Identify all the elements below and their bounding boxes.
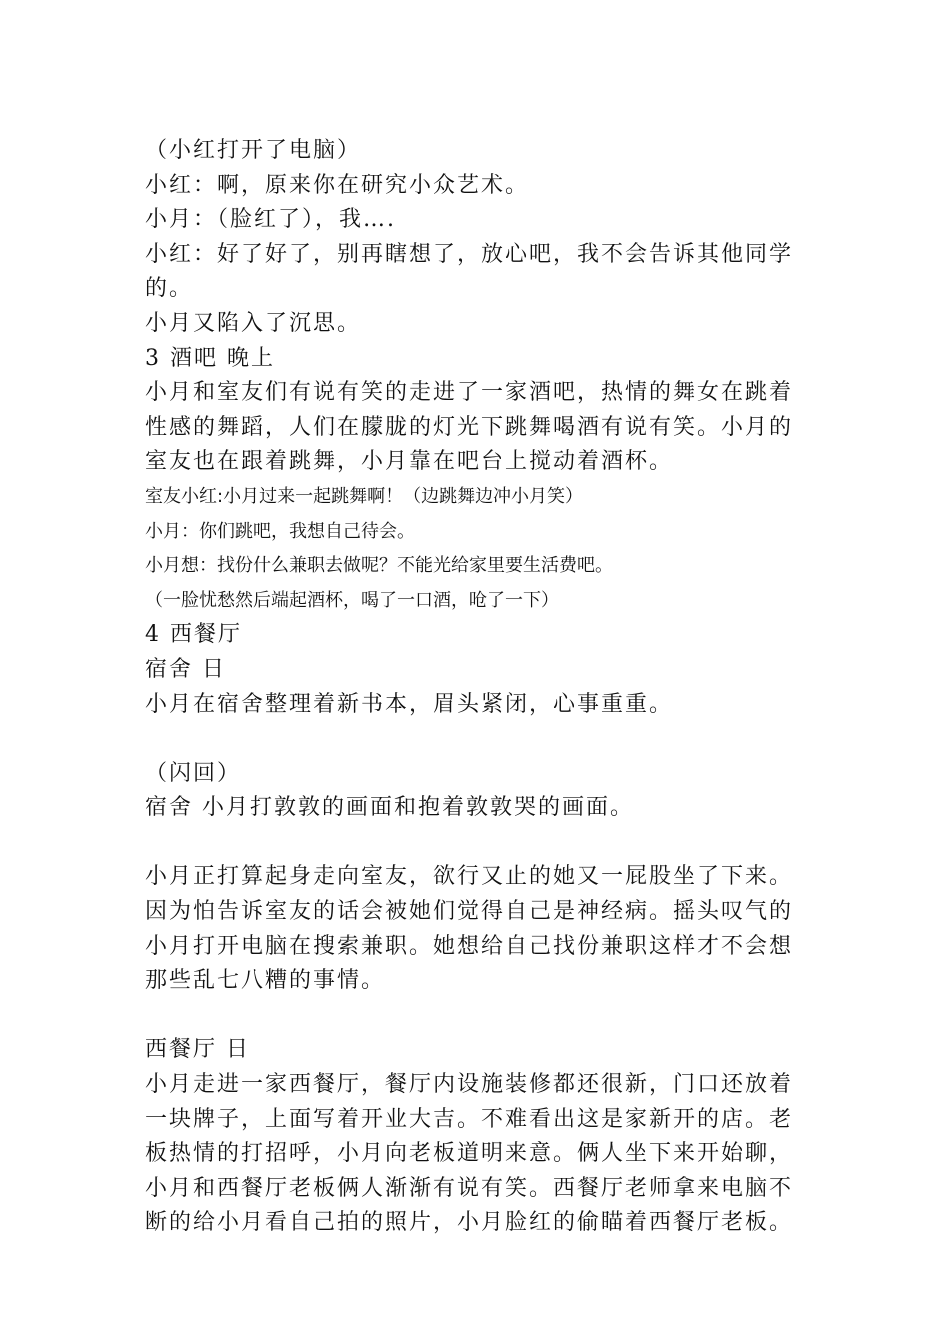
text-line: 小月和室友们有说有笑的走进了一家酒吧，热情的舞女在跳着 xyxy=(145,380,794,406)
text-line: 性感的舞蹈，人们在朦胧的灯光下跳舞喝酒有说有笑。小月的 xyxy=(145,414,794,440)
scene-heading: 3 酒吧 晚上 xyxy=(145,345,275,371)
text-line: 小红：好了好了，别再瞎想了，放心吧，我不会告诉其他同学 xyxy=(145,241,794,267)
text-line: 小月在宿舍整理着新书本，眉头紧闭，心事重重。 xyxy=(145,691,674,717)
text-line: 的。 xyxy=(145,276,194,302)
dialogue-line: 室友小红:小月过来一起跳舞啊！（边跳舞边冲小月笑） xyxy=(145,485,584,507)
scene-subheading: 宿舍 日 xyxy=(145,656,226,682)
text-line: 那些乱七八糟的事情。 xyxy=(145,968,386,994)
text-line: 小月打开电脑在搜索兼职。她想给自己找份兼职这样才不会想 xyxy=(145,933,794,959)
document-body xyxy=(145,134,815,1241)
blank-line xyxy=(145,722,815,757)
scene-heading: 4 西餐厅 xyxy=(145,622,242,648)
text-line: 一块牌子，上面写着开业大吉。不难看出这是家新开的店。老 xyxy=(145,1106,794,1132)
blank-line xyxy=(145,826,815,861)
text-line: 小红：啊，原来你在研究小众艺术。 xyxy=(145,172,530,198)
text-line: 室友也在跟着跳舞，小月靠在吧台上搅动着酒杯。 xyxy=(145,449,674,475)
text-line: 小月又陷入了沉思。 xyxy=(145,310,362,336)
dialogue-line: 小月：你们跳吧，我想自己待会。 xyxy=(145,520,415,542)
text-line: 因为怕告诉室友的话会被她们觉得自己是神经病。摇头叹气的 xyxy=(145,899,794,925)
text-line: （小红打开了电脑） xyxy=(145,138,362,163)
text-line: 小月正打算起身走向室友，欲行又止的她又一屁股坐了下来。 xyxy=(145,864,794,890)
dialogue-line: （一脸忧愁然后端起酒杯，喝了一口酒，呛了一下） xyxy=(145,589,559,611)
text-line: 小月走进一家西餐厅，餐厅内设施装修都还很新，门口还放着 xyxy=(145,1072,794,1098)
blank-line xyxy=(145,999,815,1034)
text-line: 宿舍 小月打敦敦的画面和抱着敦敦哭的画面。 xyxy=(145,795,634,821)
text-line: 小月：（脸红了），我…. xyxy=(145,207,396,233)
text-line: 断的给小月看自己拍的照片，小月脸红的偷瞄着西餐厅老板。 xyxy=(145,1210,794,1236)
text-line: 小月和西餐厅老板俩人渐渐有说有笑。西餐厅老师拿来电脑不 xyxy=(145,1175,794,1201)
text-line: （闪回） xyxy=(145,760,242,786)
text-line: 板热情的打招呼，小月向老板道明来意。俩人坐下来开始聊， xyxy=(145,1141,794,1167)
dialogue-line: 小月想：找份什么兼职去做呢？不能光给家里要生活费吧。 xyxy=(145,555,613,577)
scene-subheading: 西餐厅 日 xyxy=(145,1037,250,1063)
